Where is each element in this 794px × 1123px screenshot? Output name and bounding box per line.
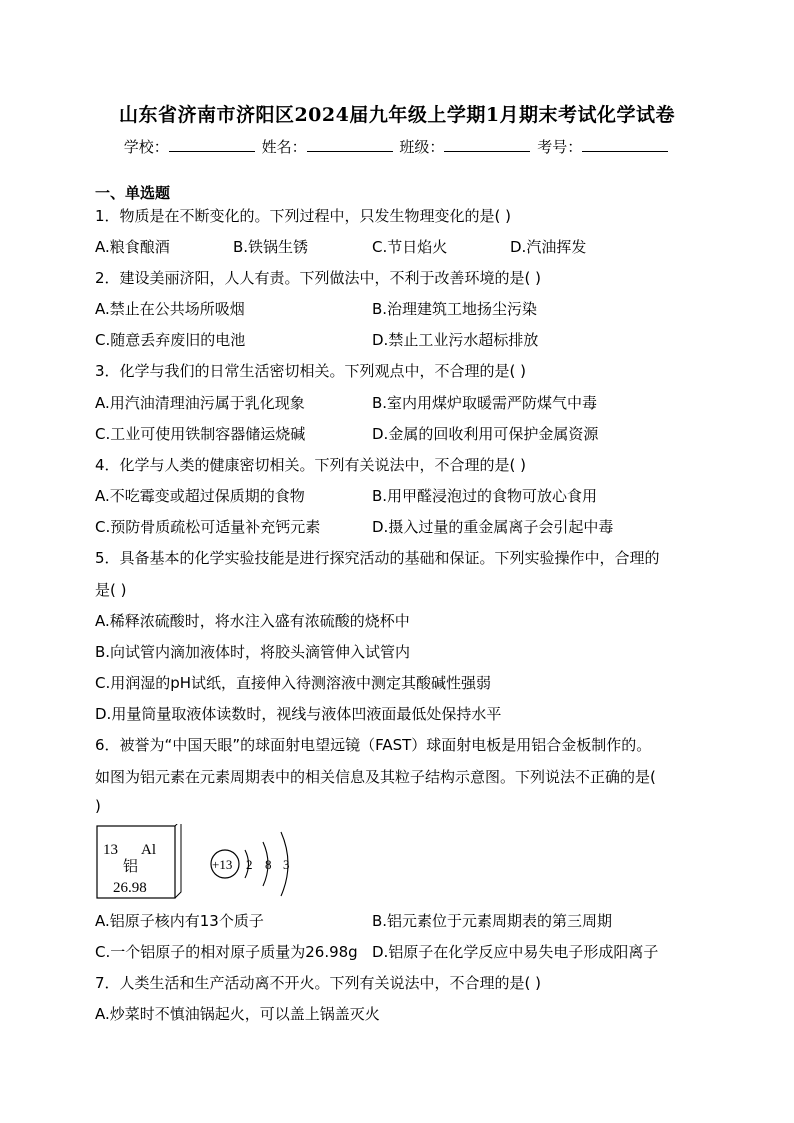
student-info-line	[0, 136, 794, 157]
element-card	[97, 824, 181, 898]
element-symbol: Al	[141, 842, 156, 858]
atom-structure	[211, 832, 290, 896]
question-stem: 5．具备基本的化学实验技能是进行探究活动的基础和保证。下列实验操作中，合理的	[95, 549, 660, 567]
shell-electron-count: 8	[265, 857, 272, 872]
option: D.禁止工业污水超标排放	[372, 331, 539, 349]
question-stem: 2．建设美丽济阳，人人有责。下列做法中，不利于改善环境的是( )	[95, 269, 542, 287]
option: B.铝元素位于元素周期表的第三周期	[372, 912, 613, 930]
element-name: 铝	[123, 857, 139, 875]
page-title: 山东省济南市济阳区2024届九年级上学期1月期末考试化学试卷	[118, 104, 676, 126]
shell-electron-count: 3	[283, 857, 290, 872]
exam-number-label: 考号：	[537, 138, 583, 156]
option: D.铝原子在化学反应中易失电子形成阳离子	[372, 943, 659, 961]
option: B.治理建筑工地扬尘污染	[372, 300, 538, 318]
name-label: 姓名：	[261, 138, 307, 156]
option: C.一个铝原子的相对原子质量为26.98g	[95, 943, 358, 961]
option: C.用润湿的pH试纸，直接伸入待测溶液中测定其酸碱性强弱	[95, 674, 492, 692]
option: D.汽油挥发	[510, 238, 587, 256]
option: A.粮食酿酒	[95, 238, 170, 256]
option: A.稀释浓硫酸时，将水注入盛有浓硫酸的烧杯中	[95, 612, 410, 630]
option: C.预防骨质疏松可适量补充钙元素	[95, 518, 321, 536]
nucleus-charge: +13	[212, 857, 233, 872]
option: D.摄入过量的重金属离子会引起中毒	[372, 518, 614, 536]
question-stem: 4．化学与人类的健康密切相关。下列有关说法中，不合理的是( )	[95, 456, 527, 474]
option: C.节日焰火	[372, 238, 448, 256]
class-label: 班级：	[399, 138, 445, 156]
option: C.随意丢弃废旧的电池	[95, 331, 246, 349]
shell-electron-count: 2	[246, 857, 253, 872]
option: A.铝原子核内有13个质子	[95, 912, 264, 930]
option: A.禁止在公共场所吸烟	[95, 300, 245, 318]
option: C.工业可使用铁制容器储运烧碱	[95, 425, 306, 443]
option: B.用甲醛浸泡过的食物可放心食用	[372, 487, 598, 505]
atomic-mass: 26.98	[113, 880, 147, 896]
option: B.向试管内滴加液体时，将胶头滴管伸入试管内	[95, 643, 411, 661]
question-stem-continued: 是( )	[95, 581, 127, 599]
question-stem-continued: 如图为铝元素在元素周期表中的相关信息及其粒子结构示意图。下列说法不正确的是(	[95, 768, 656, 786]
school-label: 学校：	[123, 138, 169, 156]
name-blank[interactable]	[307, 137, 393, 152]
school-blank[interactable]	[169, 137, 255, 152]
atomic-number: 13	[103, 842, 118, 858]
question-stem: 7．人类生活和生产活动离不开火。下列有关说法中，不合理的是( )	[95, 974, 542, 992]
option: A.不吃霉变或超过保质期的食物	[95, 487, 305, 505]
question-stem-continued: )	[95, 797, 101, 815]
question-stem: 6．被誉为“中国天眼”的球面射电望远镜（FAST）球面射电板是用铝合金板制作的。	[95, 736, 652, 754]
aluminum-diagram	[95, 824, 325, 904]
class-blank[interactable]	[444, 137, 530, 152]
question-stem: 3．化学与我们的日常生活密切相关。下列观点中，不合理的是( )	[95, 362, 527, 380]
option: A.炒菜时不慎油锅起火，可以盖上锅盖灭火	[95, 1005, 380, 1023]
option: A.用汽油清理油污属于乳化现象	[95, 394, 305, 412]
option: D.用量筒量取液体读数时，视线与液体凹液面最低处保持水平	[95, 705, 502, 723]
option: D.金属的回收利用可保护金属资源	[372, 425, 599, 443]
option: B.室内用煤炉取暖需严防煤气中毒	[372, 394, 598, 412]
option: B.铁锅生锈	[233, 238, 309, 256]
question-stem: 1．物质是在不断变化的。下列过程中，只发生物理变化的是( )	[95, 207, 512, 225]
section-heading: 一、单选题	[95, 184, 171, 202]
exam-number-blank[interactable]	[582, 137, 668, 152]
